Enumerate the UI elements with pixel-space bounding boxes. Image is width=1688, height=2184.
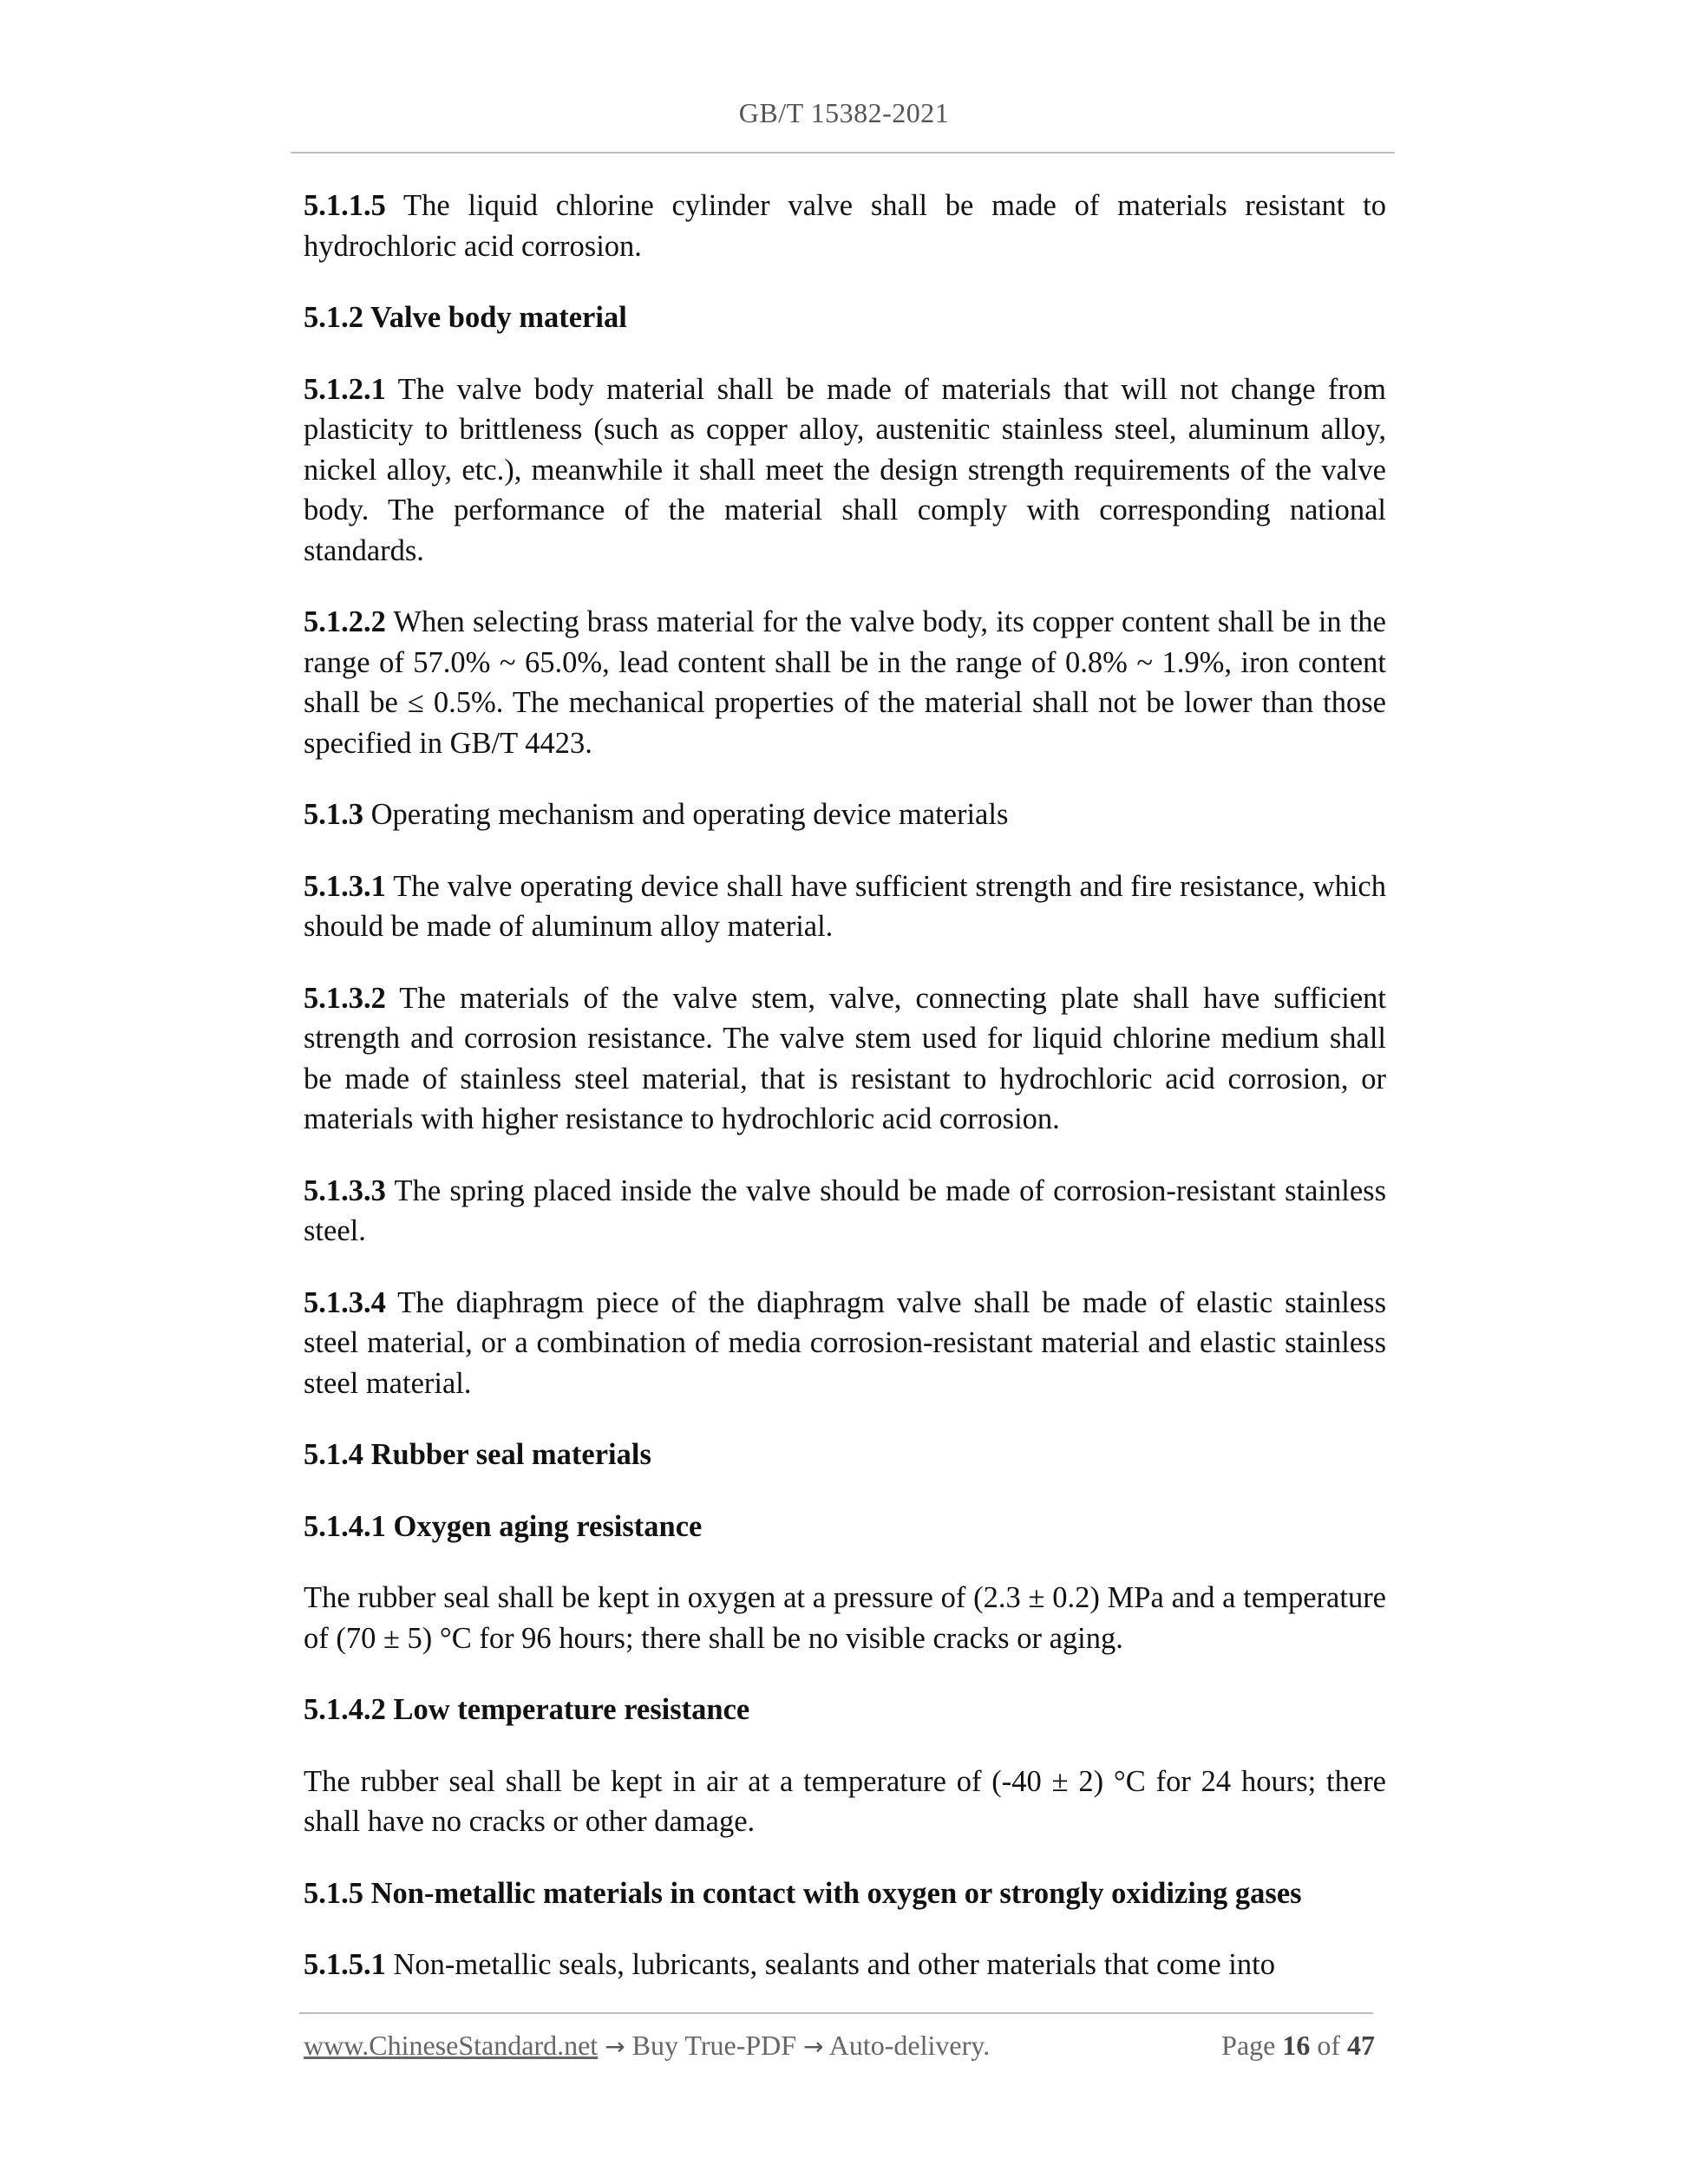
- clause-text: The valve body material shall be made of materials that will not change from plasticity to brittleness (such as copper alloy, austenitic stainless steel, aluminum alloy, nickel alloy, etc.), meanwhile it shall meet the design strength requirements of the valve body. The performance of the material shall comply with corresponding national standards.: [304, 372, 1386, 567]
- clause-number: 5.1.3: [304, 798, 363, 831]
- paragraph-oxygen-aging: The rubber seal shall be kept in oxygen at a pressure of (2.3 ± 0.2) MPa and a temperature of (70 ± 5) °C for 96 hours; there shall be no visible cracks or aging.: [304, 1581, 1386, 1655]
- clause-text: The valve operating device shall have sufficient strength and fire resistance, which should be made of aluminum alloy material.: [304, 869, 1386, 943]
- clause-text: When selecting brass material for the valve body, its copper content shall be in the range of 57.0% ~ 65.0%, lead content shall be in the range of 0.8% ~ 1.9%, iron content shall be ≤ 0.5%. The mechanical properties of the material shall not be lower than those specified in GB/T 4423.: [304, 605, 1386, 760]
- clause-number: 5.1.3.4: [304, 1285, 386, 1319]
- paragraph-5-1-3-2: [304, 978, 1386, 1140]
- footer-promo: [304, 2030, 990, 2062]
- paragraph-5-1-5-1: [304, 1945, 1386, 1985]
- heading-5-1-2: 5.1.2 Valve body material: [304, 301, 627, 334]
- clause-number: 5.1.3.2: [304, 981, 386, 1015]
- clause-number: 5.1.3.1: [304, 869, 386, 903]
- clause-number: 5.1.2.2: [304, 605, 386, 638]
- arrow-right-icon: →: [803, 2032, 824, 2061]
- auto-delivery-text: Auto-delivery.: [823, 2030, 991, 2061]
- page-label: Page: [1221, 2030, 1276, 2061]
- paragraph-5-1-2-1: [304, 369, 1386, 572]
- clause-text: The materials of the valve stem, valve, connecting plate shall have sufficient strength and corrosion resistance. The valve stem used for liquid chlorine medium shall be made of stainless steel material, that is resistant to hydrochloric acid corrosion, or materials with higher resistance to hydrochloric acid corrosion.: [304, 981, 1386, 1135]
- heading-5-1-4-1: 5.1.4.1 Oxygen aging resistance: [304, 1509, 703, 1543]
- clause-text: The spring placed inside the valve should be made of corrosion-resistant stainless steel.: [304, 1174, 1386, 1247]
- paragraph-5-1-1-5: [304, 186, 1386, 266]
- paragraph-5-1-3: [304, 794, 1386, 835]
- clause-text: Operating mechanism and operating device materials: [363, 798, 1009, 831]
- clause-number: 5.1.2.1: [304, 372, 386, 406]
- footer-divider: [299, 2012, 1373, 2014]
- clause-number: 5.1.5.1: [304, 1948, 386, 1981]
- of-label: of: [1317, 2030, 1340, 2061]
- clause-text: The liquid chlorine cylinder valve shall be made of materials resistant to hydrochloric acid corrosion.: [304, 189, 1386, 263]
- current-page-number: 16: [1282, 2030, 1311, 2061]
- clause-number: 5.1.1.5: [304, 189, 386, 222]
- page-footer: [304, 2030, 1375, 2073]
- paragraph-low-temperature: The rubber seal shall be kept in air at a temperature of (-40 ± 2) °C for 24 hours; there shall have no cracks or other damage.: [304, 1764, 1386, 1838]
- buy-true-pdf-text: Buy True-PDF: [625, 2030, 804, 2061]
- heading-5-1-4: 5.1.4 Rubber seal materials: [304, 1438, 651, 1471]
- header-divider: [291, 152, 1395, 154]
- clause-text: The diaphragm piece of the diaphragm valve shall be made of elastic stainless steel material, or a combination of media corrosion-resistant material and elastic stainless steel material.: [304, 1285, 1386, 1400]
- page-header-title: GB/T 15382-2021: [738, 97, 950, 128]
- paragraph-5-1-3-3: [304, 1171, 1386, 1252]
- paragraph-5-1-3-1: [304, 866, 1386, 947]
- clause-number: 5.1.3.3: [304, 1174, 386, 1207]
- arrow-right-icon: →: [605, 2032, 625, 2061]
- chinesestandard-link[interactable]: www.ChineseStandard.net: [304, 2030, 599, 2061]
- page-indicator: [1221, 2030, 1375, 2062]
- document-body: [304, 186, 1386, 2017]
- heading-5-1-5: 5.1.5 Non-metallic materials in contact with oxygen or strongly oxidizing gases: [304, 1876, 1302, 1910]
- heading-5-1-4-2: 5.1.4.2 Low temperature resistance: [304, 1693, 750, 1726]
- total-page-count: 47: [1347, 2030, 1375, 2061]
- clause-text: Non-metallic seals, lubricants, sealants and other materials that come into: [385, 1948, 1275, 1981]
- paragraph-5-1-3-4: [304, 1283, 1386, 1404]
- paragraph-5-1-2-2: [304, 602, 1386, 763]
